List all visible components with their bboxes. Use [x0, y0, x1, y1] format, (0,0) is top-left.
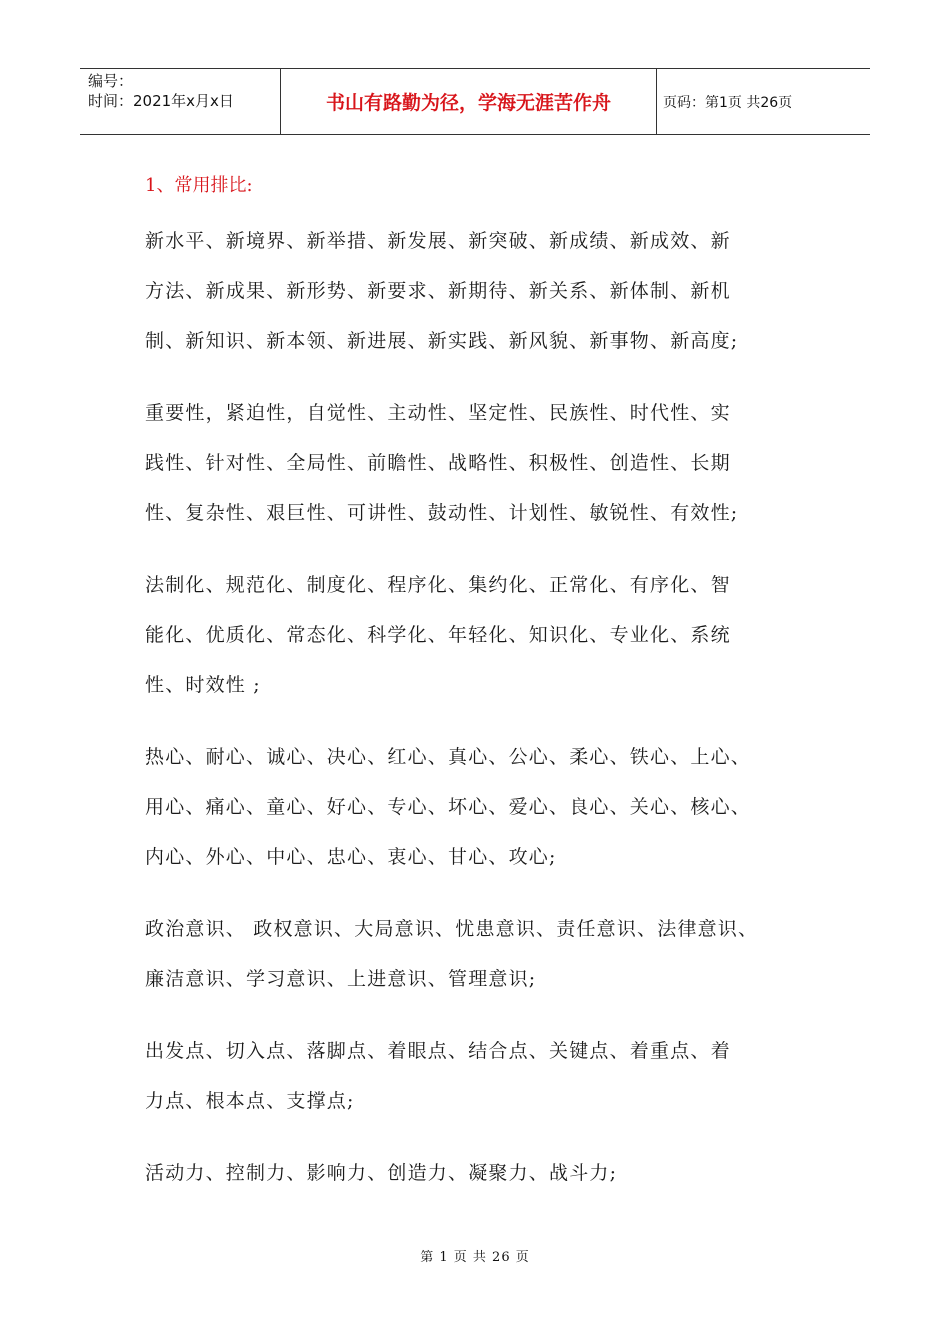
paragraph-li — [145, 1148, 825, 1198]
document-body — [145, 170, 825, 1220]
text-line: 热心、耐心、诚心、决心、红心、真心、公心、柔心、铁心、上心、 — [145, 746, 752, 768]
paragraph-new — [145, 216, 825, 366]
text-line: 重要性，紧迫性，自觉性、主动性、坚定性、民族性、时代性、实 — [145, 402, 731, 424]
text-line: 制、新知识、新本领、新进展、新实践、新风貌、新事物、新高度; — [145, 330, 739, 352]
text-line: 内心、外心、中心、忠心、衷心、甘心、攻心; — [145, 846, 557, 868]
text-line: 方法、新成果、新形势、新要求、新期待、新关系、新体制、新机 — [145, 280, 731, 302]
paragraph-hua — [145, 560, 825, 710]
time-label: 时间：2021年x月x日 — [88, 92, 234, 110]
text-line: 性、时效性 ; — [145, 674, 261, 696]
text-line: 新水平、新境界、新举措、新发展、新突破、新成绩、新成效、新 — [145, 230, 731, 252]
document-header — [80, 68, 870, 135]
text-line: 用心、痛心、童心、好心、专心、坏心、爱心、良心、关心、核心、 — [145, 796, 752, 818]
text-line: 活动力、控制力、影响力、创造力、凝聚力、战斗力; — [145, 1162, 618, 1184]
text-line: 践性、针对性、全局性、前瞻性、战略性、积极性、创造性、长期 — [145, 452, 731, 474]
paragraph-xin — [145, 732, 825, 882]
text-line: 出发点、切入点、落脚点、着眼点、结合点、关键点、着重点、着 — [145, 1040, 731, 1062]
text-line: 力点、根本点、支撑点; — [145, 1090, 355, 1112]
text-line: 能化、优质化、常态化、科学化、年轻化、知识化、专业化、系统 — [145, 624, 731, 646]
number-label: 编号： — [88, 72, 134, 90]
paragraph-yishi — [145, 904, 825, 1004]
header-page-info: 页码：第1页 共26页 — [663, 94, 793, 111]
text-line: 廉洁意识、学习意识、上进意识、管理意识; — [145, 968, 537, 990]
paragraph-xing — [145, 388, 825, 538]
page-footer: 第 1 页 共 26 页 — [420, 1250, 530, 1265]
header-meta — [80, 69, 281, 134]
text-line: 法制化、规范化、制度化、程序化、集约化、正常化、有序化、智 — [145, 574, 731, 596]
text-line: 政治意识、 政权意识、大局意识、忧患意识、责任意识、法律意识、 — [145, 918, 759, 940]
text-line: 性、复杂性、艰巨性、可讲性、鼓动性、计划性、敏锐性、有效性; — [145, 502, 739, 524]
paragraph-dian — [145, 1026, 825, 1126]
header-motto: 书山有路勤为径，学海无涯苦作舟 — [281, 69, 657, 134]
section-title: 1、常用排比: — [145, 175, 253, 196]
